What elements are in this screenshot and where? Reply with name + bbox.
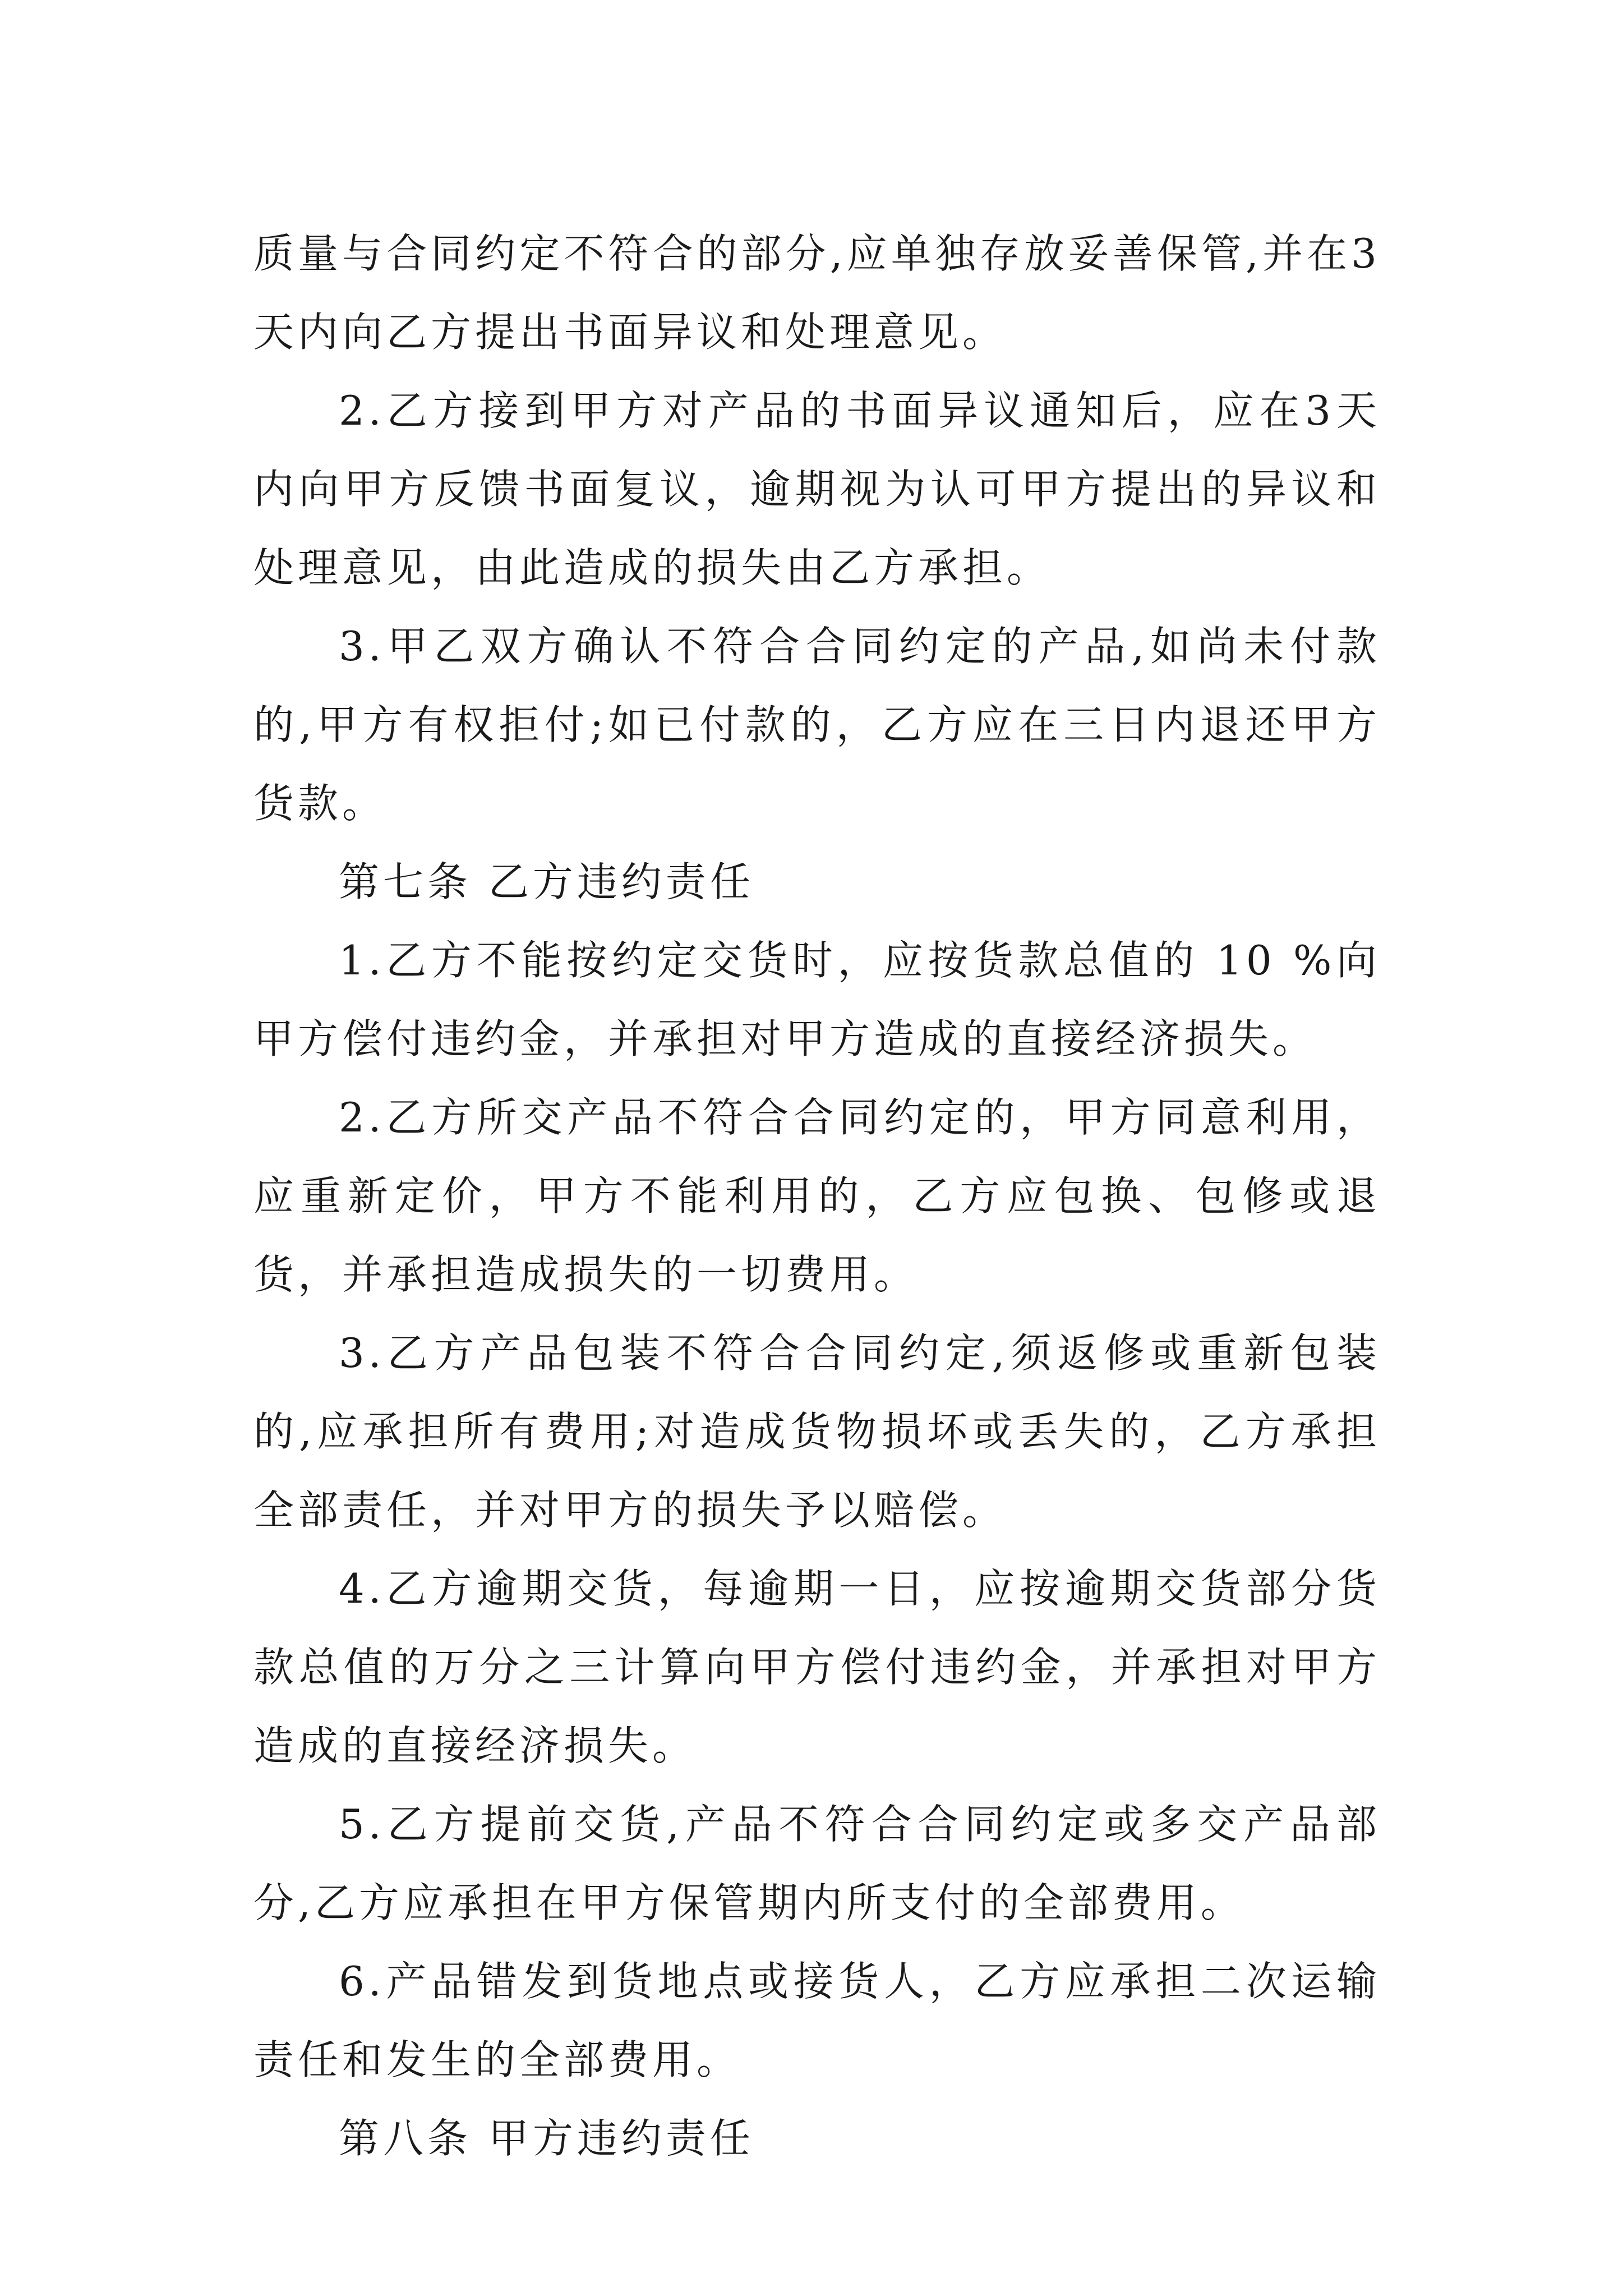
article-7-heading: 第七条 乙方违约责任	[339, 858, 754, 905]
article-7-item-2: 2.乙方所交产品不符合合同约定的，甲方同意利用，应重新定价，甲方不能利用的，乙方应包换、包修或退货，并承担造成损失的一切费用。	[253, 1094, 1381, 1298]
clause-item-3: 3.甲乙双方确认不符合合同约定的产品,如尚未付款的,甲方有权拒付;如已付款的，乙方应在三日内退还甲方货款。	[253, 623, 1381, 827]
article-7-item-5: 5.乙方提前交货,产品不符合合同约定或多交产品部分,乙方应承担在甲方保管期内所支付的全部费用。	[253, 1801, 1381, 1926]
article-7-item-1: 1.乙方不能按约定交货时，应按货款总值的 10 %向甲方偿付违约金，并承担对甲方造成的直接经济损失。	[253, 937, 1381, 1062]
article-8-heading: 第八条 甲方违约责任	[339, 2115, 754, 2162]
article-7-item-6: 6.产品错发到货地点或接货人，乙方应承担二次运输责任和发生的全部费用。	[253, 1958, 1381, 2083]
document-body	[253, 214, 1381, 2178]
paragraph-continuation: 质量与合同约定不符合的部分,应单独存放妥善保管,并在3天内向乙方提出书面异议和处理意见。	[253, 230, 1381, 356]
article-7-item-3: 3.乙方产品包装不符合合同约定,须返修或重新包装的,应承担所有费用;对造成货物损坏或丢失的，乙方承担全部责任，并对甲方的损失予以赔偿。	[253, 1329, 1381, 1534]
clause-item-2: 2.乙方接到甲方对产品的书面异议通知后，应在3天内向甲方反馈书面复议，逾期视为认可甲方提出的异议和处理意见，由此造成的损失由乙方承担。	[253, 387, 1381, 591]
article-7-item-4: 4.乙方逾期交货，每逾期一日，应按逾期交货部分货款总值的万分之三计算向甲方偿付违约金，并承担对甲方造成的直接经济损失。	[253, 1565, 1381, 1769]
